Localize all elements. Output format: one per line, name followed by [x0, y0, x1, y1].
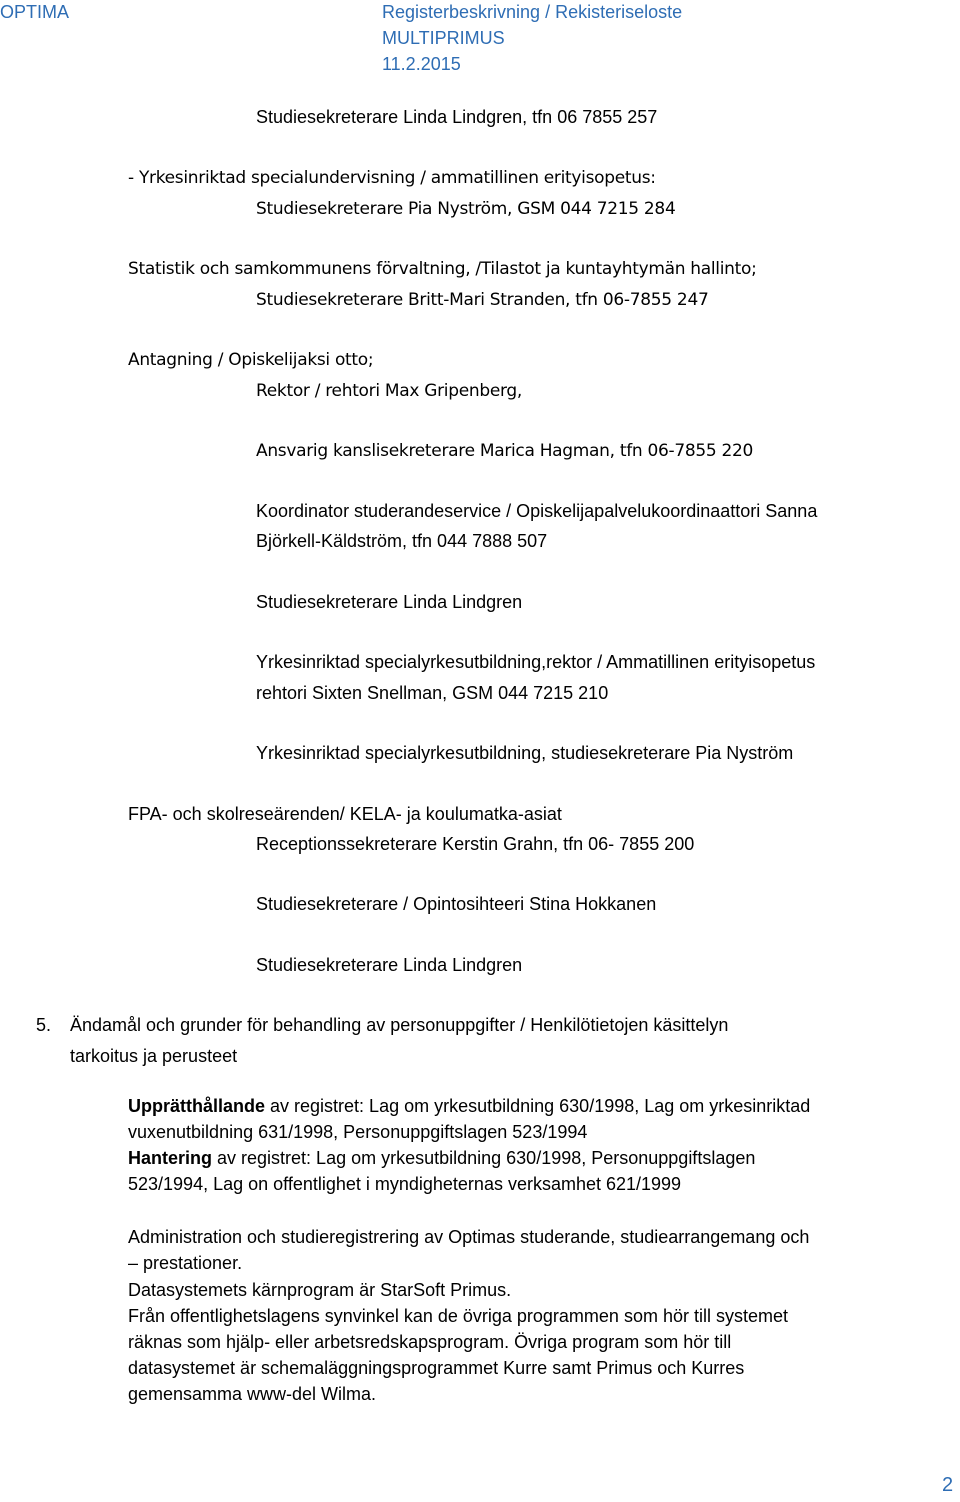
maintenance-label: Upprätthållande — [128, 1096, 266, 1116]
contact-line: Rektor / rehtori Max Gripenberg, — [256, 381, 522, 401]
contact-line: Studiesekreterare Pia Nyström, GSM 044 7215 284 — [256, 199, 676, 219]
document-date: 11.2.2015 — [382, 54, 461, 74]
handling-line: Hantering av registret: Lag om yrkesutbildning 630/1998, Personuppgiftslagen — [128, 1148, 756, 1168]
contact-line: Studiesekreterare Linda Lindgren — [256, 955, 523, 975]
contact-line: FPA- och skolreseärenden/ KELA- ja koulumatka-asiat — [128, 804, 562, 824]
paragraph-line: Från offentlighetslagens synvinkel kan de övriga programmen som hör till systemet — [128, 1306, 788, 1326]
maintenance-line: Upprätthållande av registret: Lag om yrkesutbildning 630/1998, Lag om yrkesinriktad — [128, 1096, 811, 1116]
section-title: tarkoitus ja perusteet — [70, 1046, 238, 1066]
contact-line: Studiesekreterare Linda Lindgren — [256, 592, 523, 612]
section-number: 5. — [36, 1015, 52, 1035]
handling-label: Hantering — [128, 1148, 213, 1168]
org-name: OPTIMA — [0, 2, 70, 22]
contact-line: Björkell-Käldström, tfn 044 7888 507 — [256, 531, 548, 551]
paragraph-line: – prestationer. — [128, 1253, 243, 1273]
page-number: 2 — [942, 1474, 954, 1496]
paragraph-line: räknas som hjälp- eller arbetsredskapsprogram. Övriga program som hör till — [128, 1332, 732, 1352]
contact-line: Studiesekreterare Britt-Mari Stranden, tfn 06-7855 247 — [256, 290, 709, 310]
contact-line: Yrkesinriktad specialyrkesutbildning,rektor / Ammatillinen erityisopetus — [256, 652, 816, 672]
contact-line: Receptionssekreterare Kerstin Grahn, tfn 06- 7855 200 — [256, 834, 695, 854]
contact-line: - Yrkesinriktad specialundervisning / ammatillinen erityisopetus: — [128, 168, 656, 188]
contact-line: Koordinator studerandeservice / Opiskelijapalvelukoordinaattori Sanna — [256, 501, 818, 521]
contact-line: Studiesekreterare Linda Lindgren, tfn 06 7855 257 — [256, 107, 658, 127]
system-name: MULTIPRIMUS — [382, 28, 505, 48]
document-title: Registerbeskrivning / Rekisteriseloste — [382, 2, 683, 22]
contact-line: Yrkesinriktad specialyrkesutbildning, studiesekreterare Pia Nyström — [256, 743, 794, 763]
contact-line: Statistik och samkommunens förvaltning, /Tilastot ja kuntayhtymän hallinto; — [128, 259, 757, 279]
paragraph-line: datasystemet är schemaläggningsprogrammet Kurre samt Primus och Kurres — [128, 1358, 745, 1378]
contact-line: Antagning / Opiskelijaksi otto; — [128, 350, 374, 370]
paragraph-line: Administration och studieregistrering av Optimas studerande, studiearrangemang och — [128, 1227, 810, 1247]
contact-line: Ansvarig kanslisekreterare Marica Hagman, tfn 06-7855 220 — [256, 441, 754, 461]
handling-line: 523/1994, Lag on offentlighet i myndigheternas verksamhet 621/1999 — [128, 1174, 682, 1194]
contact-line: rehtori Sixten Snellman, GSM 044 7215 210 — [256, 683, 609, 703]
contact-line: Studiesekreterare / Opintosihteeri Stina Hokkanen — [256, 894, 657, 914]
section-title: Ändamål och grunder för behandling av personuppgifter / Henkilötietojen käsittelyn — [70, 1015, 729, 1035]
paragraph-line: gemensamma www-del Wilma. — [128, 1384, 377, 1404]
paragraph-line: Datasystemets kärnprogram är StarSoft Primus. — [128, 1280, 512, 1300]
maintenance-line: vuxenutbildning 631/1998, Personuppgiftslagen 523/1994 — [128, 1122, 588, 1142]
